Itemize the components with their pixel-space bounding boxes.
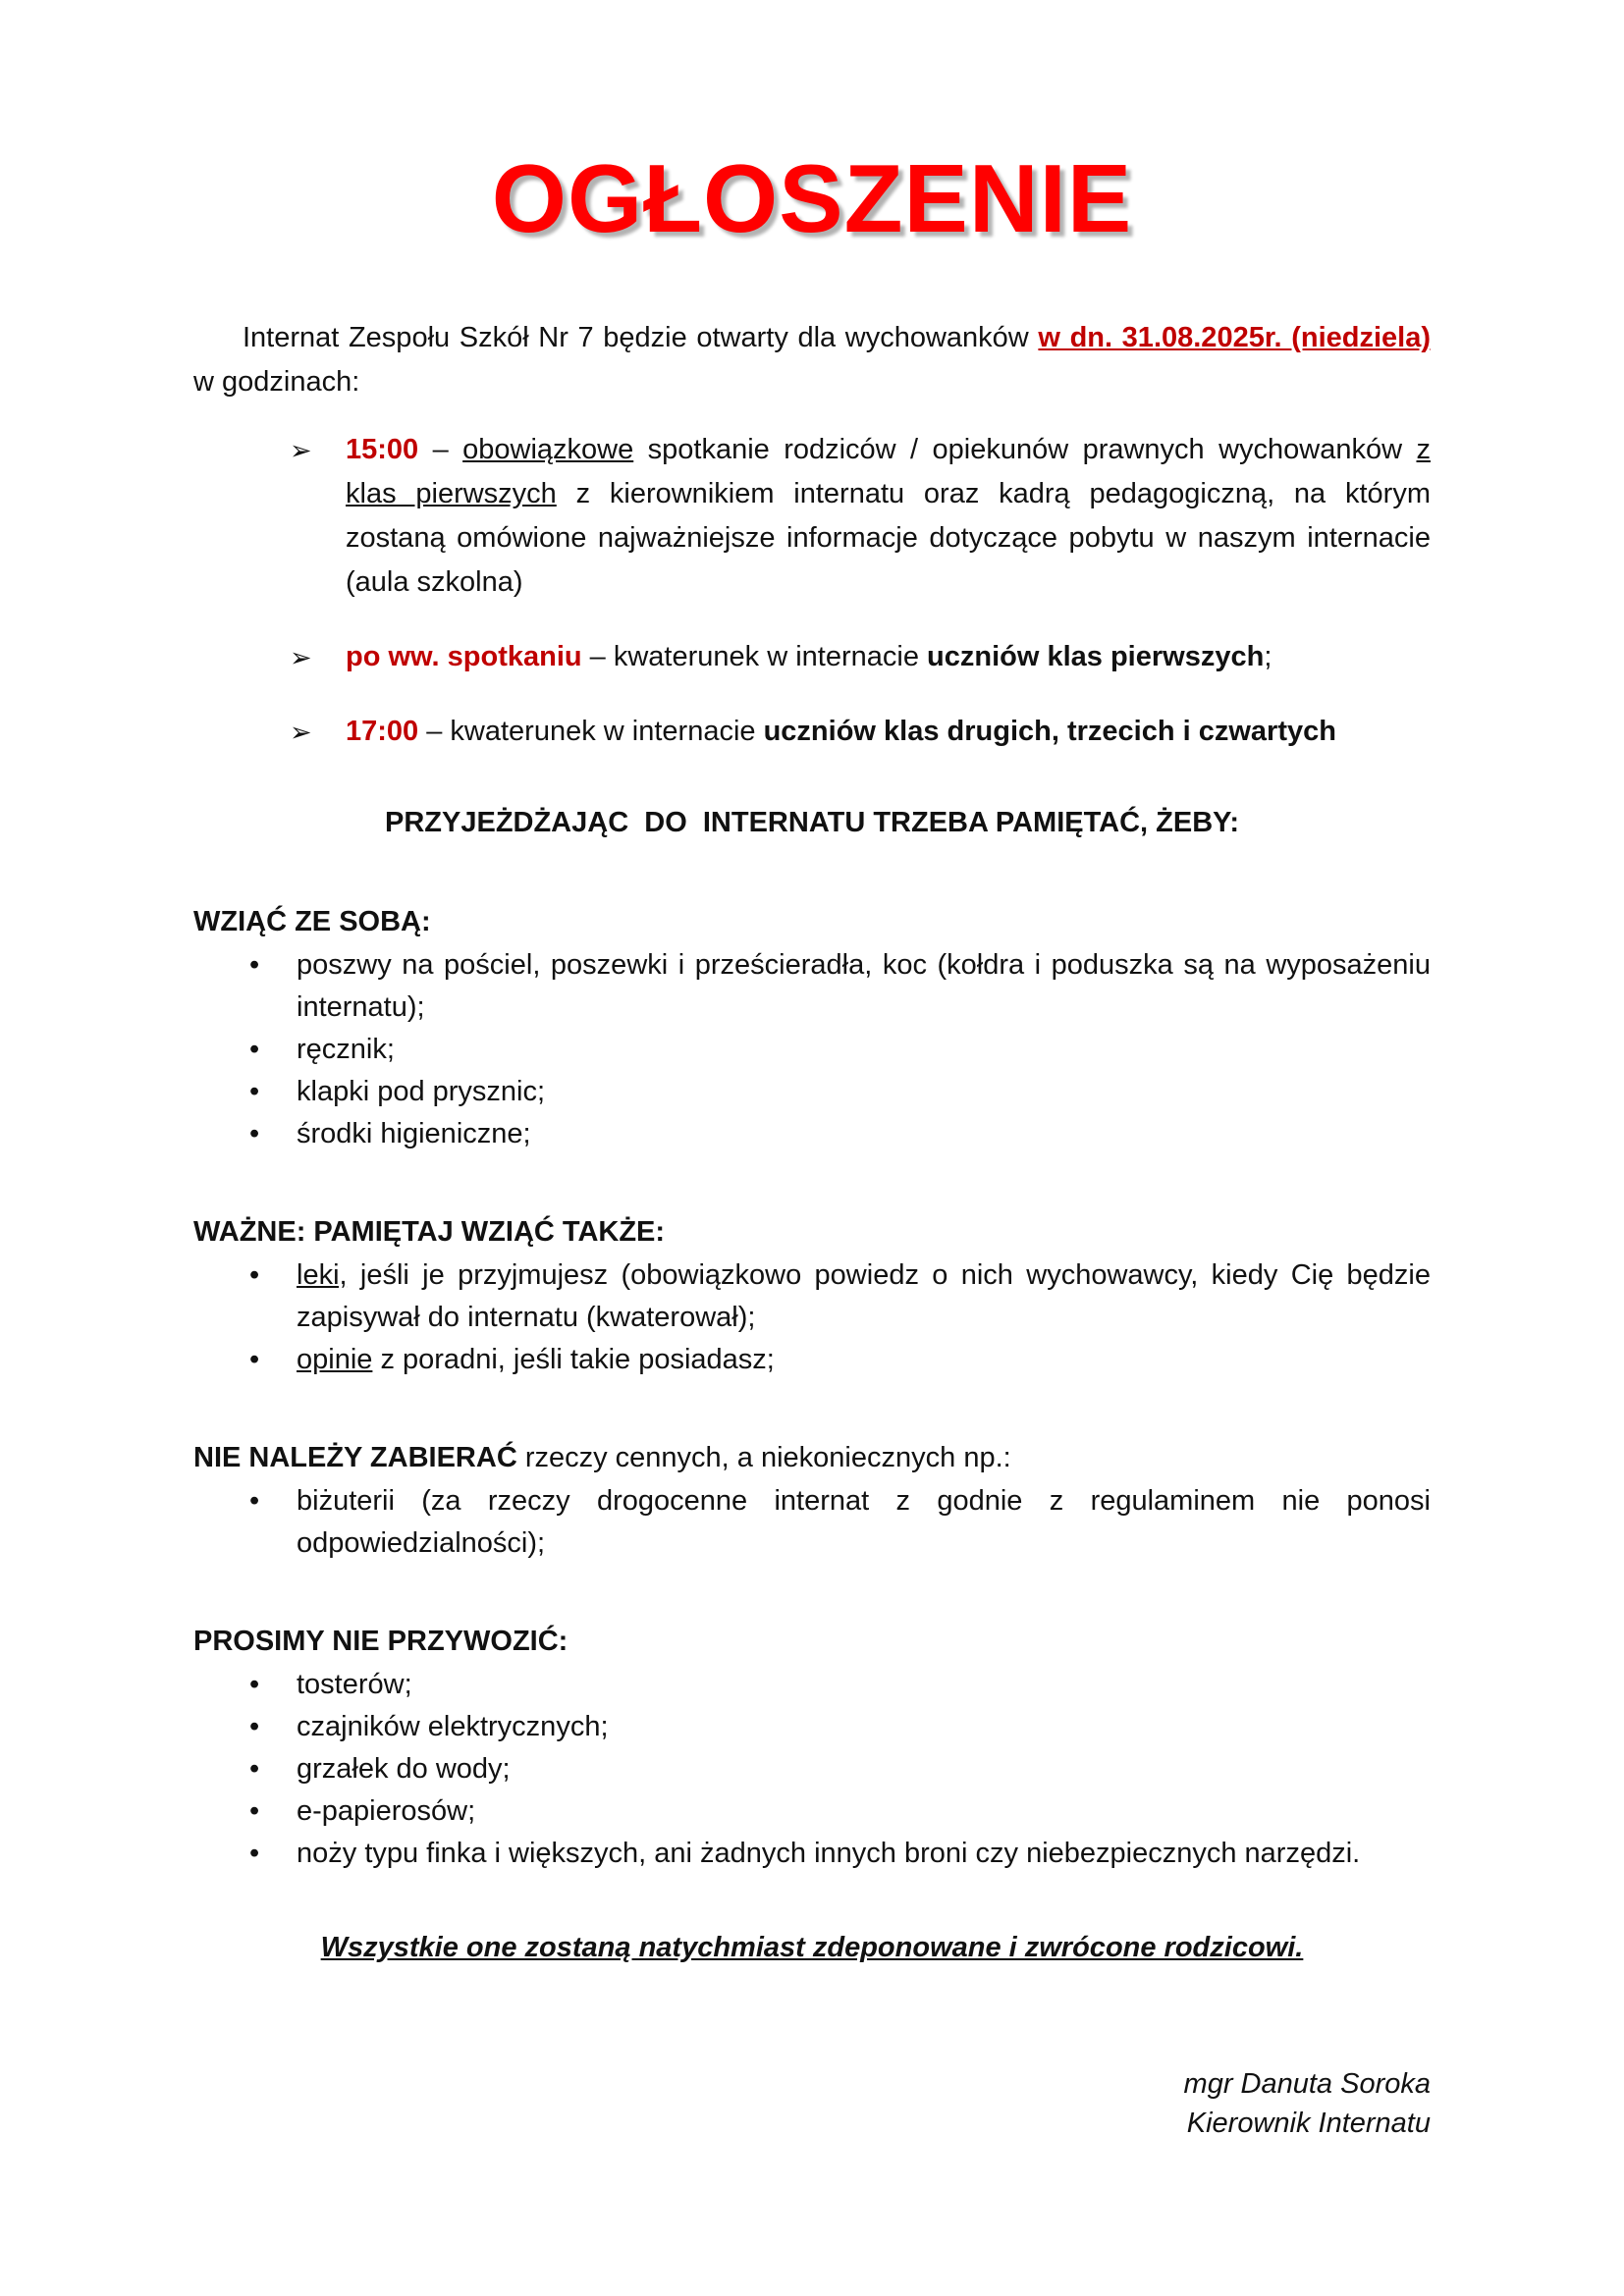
signature-name: mgr Danuta Soroka	[1183, 2067, 1431, 2100]
schedule-item-after-meeting	[193, 635, 1431, 679]
schedule-text: kwaterunek w internacie	[450, 715, 764, 747]
signature-role: Kierownik Internatu	[1186, 2107, 1431, 2139]
schedule-text: kwaterunek w internacie	[613, 640, 928, 672]
schedule-item-1500	[193, 428, 1431, 605]
schedule-time: 15:00	[346, 433, 419, 465]
list-item: • e-papierosów;	[193, 1790, 1431, 1833]
list-item: • poszwy na pościel, poszewki i prześcieradła, koc (kołdra i poduszka są na wyposażeniu internatu);	[193, 944, 1431, 1029]
schedule-item-1700	[193, 710, 1431, 754]
schedule-underlined-word: z klas pierwszych	[346, 433, 1431, 509]
section-not-take	[193, 1436, 1431, 1565]
item-text: z poradni, jeśli takie posiadasz;	[372, 1343, 775, 1375]
schedule-list	[193, 428, 1431, 754]
important-heading: WAŻNE: PAMIĘTAJ WZIĄĆ TAKŻE:	[193, 1215, 666, 1248]
intro-text-end: w godzinach:	[193, 365, 360, 398]
not-take-list	[193, 1480, 1431, 1565]
schedule-text: spotkanie rodziców / opiekunów prawnych wychowanków	[633, 433, 1417, 465]
no-bring-heading: PROSIMY NIE PRZYWOZIĆ:	[193, 1625, 568, 1657]
intro-text-start: Internat Zespołu Szkół Nr 7 będzie otwarty dla wychowanków	[243, 321, 1039, 353]
list-item: • biżuterii (za rzeczy drogocenne internat z godnie z regulaminem nie ponosi odpowiedzialności);	[193, 1480, 1431, 1565]
deposit-note: Wszystkie one zostaną natychmiast zdeponowane i zwrócone rodzicowi.	[320, 1931, 1304, 1963]
section-no-bring	[193, 1620, 1431, 1875]
underlined-word: leki,	[297, 1258, 348, 1291]
schedule-time: 17:00	[346, 715, 419, 747]
schedule-bold-text: uczniów klas pierwszych	[927, 640, 1265, 672]
arrival-heading: PRZYJEŻDŻAJĄC DO INTERNATU TRZEBA PAMIĘTAĆ, ŻEBY:	[385, 806, 1239, 838]
list-item: • klapki pod prysznic;	[193, 1071, 1431, 1113]
schedule-text: z kierownikiem internatu oraz kadrą pedagogiczną, na którym zostaną omówione najważniejsze informacje dotyczące pobytu w naszym internacie (aula szkolna)	[346, 477, 1431, 598]
underlined-word: opinie	[297, 1343, 373, 1375]
schedule-time: po ww. spotkaniu	[346, 640, 582, 672]
list-item: • środki higieniczne;	[193, 1113, 1431, 1155]
section-important	[193, 1210, 1431, 1381]
schedule-text: ;	[1264, 640, 1272, 672]
schedule-separator: –	[418, 433, 463, 465]
list-item: • noży typu finka i większych, ani żadnych innych broni czy niebezpiecznych narzędzi.	[193, 1833, 1431, 1875]
intro-paragraph	[193, 316, 1431, 404]
no-bring-list	[193, 1664, 1431, 1875]
intro-date-highlight: w dn. 31.08.2025r. (niedziela)	[1038, 321, 1431, 353]
take-with-list	[193, 944, 1431, 1155]
not-take-heading-bold: NIE NALEŻY ZABIERAĆ	[193, 1441, 517, 1473]
list-item	[193, 1339, 1431, 1381]
list-item: • grzałek do wody;	[193, 1748, 1431, 1790]
schedule-separator: –	[418, 715, 451, 747]
not-take-heading-rest: rzeczy cennych, a niekoniecznych np.:	[516, 1441, 1011, 1473]
document-title: OGŁOSZENIE	[491, 144, 1133, 252]
schedule-separator: –	[581, 640, 614, 672]
item-text: jeśli je przyjmujesz (obowiązkowo powiedz o nich wychowawcy, kiedy Cię będzie zapisywał do internatu (kwaterował);	[297, 1258, 1431, 1333]
list-item	[193, 1255, 1431, 1339]
important-list	[193, 1255, 1431, 1381]
schedule-bold-text: uczniów klas drugich, trzecich i czwartych	[763, 715, 1336, 747]
not-take-heading	[193, 1436, 1431, 1480]
section-take-with	[193, 900, 1431, 1155]
schedule-underlined-word: obowiązkowe	[462, 433, 634, 465]
list-item: • tosterów;	[193, 1664, 1431, 1706]
take-with-heading: WZIĄĆ ZE SOBĄ:	[193, 905, 431, 937]
list-item: • ręcznik;	[193, 1029, 1431, 1071]
list-item: • czajników elektrycznych;	[193, 1706, 1431, 1748]
signature-block	[193, 2064, 1431, 2143]
